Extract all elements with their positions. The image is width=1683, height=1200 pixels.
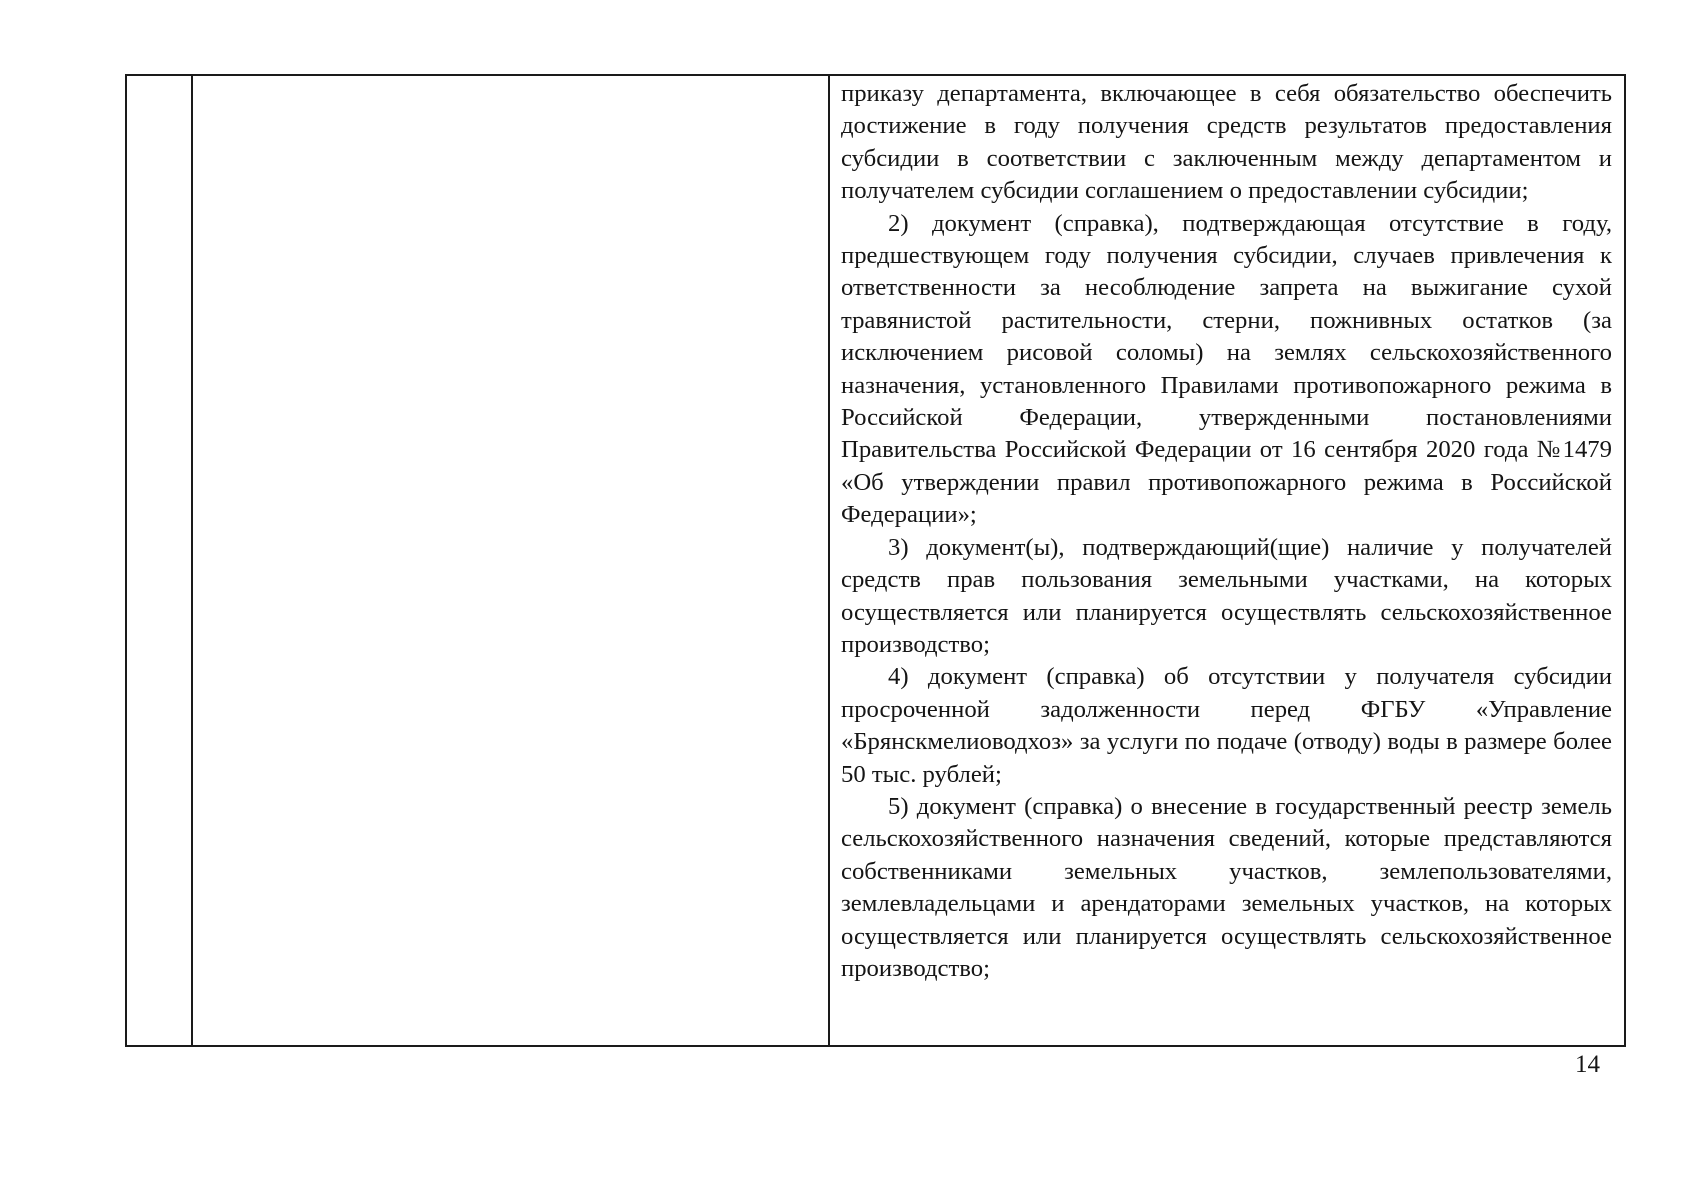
table-cell-name — [193, 76, 830, 1045]
page-number: 14 — [1575, 1051, 1600, 1078]
document-paragraph-continuation: приказу департамента, включающее в себя обязательство обеспечить достижение в году получения средств результатов предоставления субсидии в соответствии с заключенным между департаментом и получателем субсидии соглашением о предоставлении субсидии; — [841, 80, 1612, 205]
document-paragraph-2: 2) документ (справка), подтверждающая отсутствие в году, предшествующем году получения субсидии, случаев привлечения к ответственности за несоблюдение запрета на выжигание сухой травянистой растительности, стерни, пожнивных остатков (за исключением рисовой соломы) на землях сельскохозяйственного назначения, установленного Правилами противопожарного режима в Российской Федерации, утвержденными постановлениями Правительства Российской Федерации от 16 сентября 2020 года №1479 «Об утверждении правил противопожарного режима в Российской Федерации»; — [841, 209, 1612, 529]
document-paragraph-4: 4) документ (справка) об отсутствии у получателя субсидии просроченной задолженности перед ФГБУ «Управление «Брянскмелиоводхоз» за услуги по подаче (отводу) воды в размере более 50 тыс. рублей; — [841, 663, 1612, 788]
document-paragraph-3: 3) документ(ы), подтверждающий(щие) наличие у получателей средств прав пользования земельными участками, на которых осуществляется или планируется осуществлять сельскохозяйственное производство; — [841, 533, 1612, 658]
requirements-table — [125, 74, 1626, 1047]
document-paragraph-5: 5) документ (справка) о внесение в государственный реестр земель сельскохозяйственного назначения сведений, которые представляются собственниками земельных участков, землепользователями, землевладельцами и арендаторами земельных участков, на которых осуществляется или планируется осуществлять сельскохозяйственное производство; — [841, 792, 1612, 982]
table-cell-documents — [830, 76, 1624, 1045]
table-cell-number — [127, 76, 193, 1045]
